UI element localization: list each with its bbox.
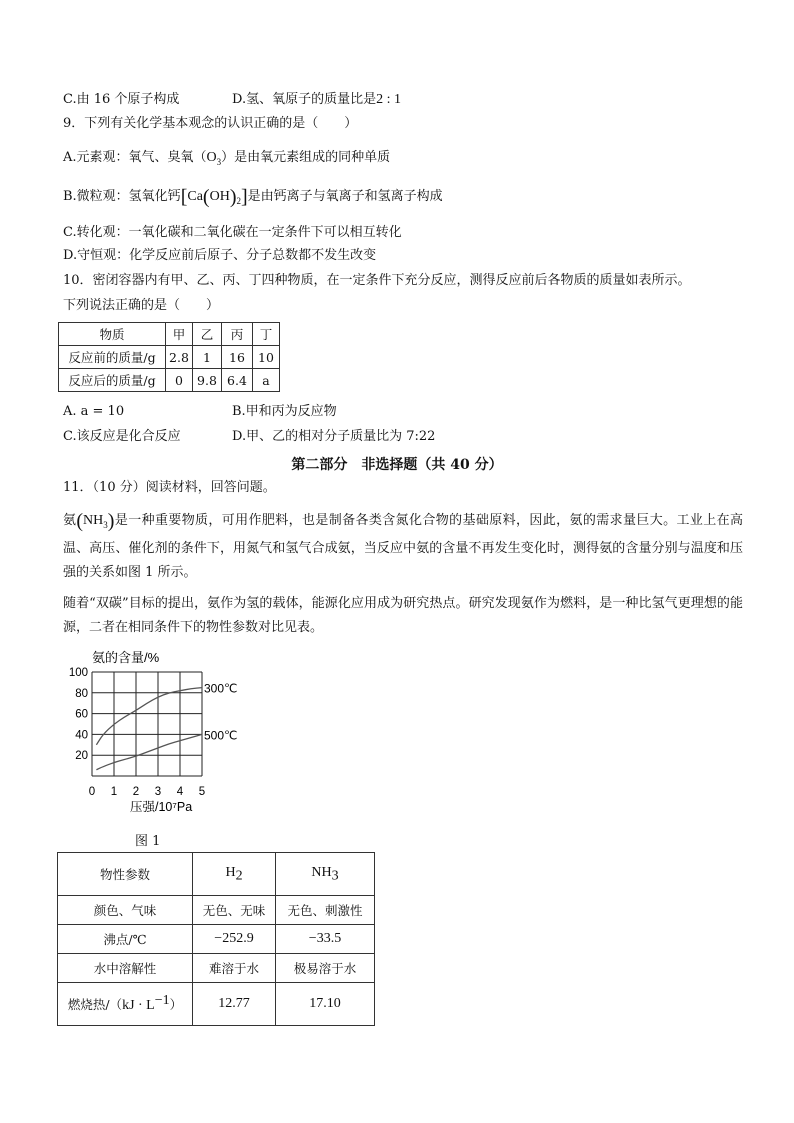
heat-label-unit: kJ · L bbox=[122, 998, 155, 1014]
table-header-cell bbox=[276, 853, 375, 896]
chart-series bbox=[96, 688, 202, 770]
ammonia-content-chart bbox=[60, 645, 260, 825]
table-row bbox=[58, 954, 375, 983]
q10-option-d: D.甲、乙的相对分子质量比为 7:22 bbox=[232, 429, 436, 444]
q11-paragraph-1 bbox=[63, 509, 743, 585]
heat-label-post: ） bbox=[169, 997, 183, 1013]
ozone-symbol: O bbox=[206, 150, 217, 165]
q11-stem: 11．（10 分）阅读材料，回答问题。 bbox=[63, 480, 276, 495]
calcium-hydroxide-formula: $[Ca(OH)_2]$ bbox=[180, 186, 248, 208]
chart-ticks bbox=[69, 667, 205, 798]
table-row bbox=[58, 925, 375, 954]
figure-1-caption: 图 1 bbox=[135, 834, 161, 849]
table-cell: 难溶于水 bbox=[193, 954, 276, 983]
table-cell: 17.10 bbox=[276, 983, 375, 1026]
property-table bbox=[57, 852, 375, 1026]
chart-grid bbox=[92, 672, 202, 776]
x-tick-label: 3 bbox=[154, 786, 162, 798]
table-cell: a bbox=[253, 369, 280, 392]
table-row bbox=[58, 983, 375, 1026]
series-line bbox=[96, 734, 202, 769]
q11-paragraph-2: 随着“双碳”目标的提出，氨作为氢的载体，能源化应用成为研究热点。研究发现氨作为燃料，是一种比氢气更理想的能源，二者在相同条件下的物性参数对比见表。 bbox=[63, 596, 743, 635]
table-cell: 6.4 bbox=[222, 369, 253, 392]
q10-option-a: A. a = 10 bbox=[63, 404, 125, 419]
mass-table bbox=[58, 322, 280, 392]
nh-symbol: NH bbox=[83, 513, 104, 528]
table-cell: −33.5 bbox=[276, 925, 375, 954]
q11-p1-post: 是一种重要物质，可用作肥料，也是制备各类含氮化合物的基础原料，因此，氨的需求量巨大。工业上在高温、高压、催化剂的条件下，用氮气和氢气合成氨，当反应中氨的含量不再发生变化时，测得氨的含量分别与温度和压强的关系如图 1 所示。 bbox=[63, 513, 743, 580]
table-cell: 1 bbox=[193, 346, 222, 369]
q9-stem: 9．下列有关化学基本观念的认识正确的是（ ） bbox=[63, 116, 358, 131]
table-cell: 反应后的质量/g bbox=[59, 369, 166, 392]
oh-symbol: OH bbox=[209, 189, 230, 204]
ca-symbol: Ca bbox=[187, 189, 203, 204]
q9-option-b-post: 是由钙离子与氧离子和氢离子构成 bbox=[247, 189, 443, 204]
table-cell: 无色、无味 bbox=[193, 896, 276, 925]
ozone-formula bbox=[207, 150, 222, 165]
q10-option-c: C.该反应是化合反应 bbox=[63, 429, 181, 444]
table-cell: 水中溶解性 bbox=[58, 954, 193, 983]
q8-option-d bbox=[232, 91, 401, 109]
nh3-symbol: NH bbox=[311, 864, 332, 880]
q11-p1-pre: 氨 bbox=[63, 513, 77, 528]
table-cell: 无色、刺激性 bbox=[276, 896, 375, 925]
table-cell: 2.8 bbox=[166, 346, 193, 369]
q9-option-a bbox=[63, 149, 390, 171]
table-cell: 16 bbox=[222, 346, 253, 369]
table-header-row bbox=[59, 323, 280, 346]
table-cell bbox=[58, 983, 193, 1026]
q8-option-d-text: D.氢、氧原子的质量比是 bbox=[232, 92, 377, 107]
q9-option-a-pre: A.元素观：氧气、臭氧（ bbox=[63, 150, 207, 165]
table-header-cell: 甲 bbox=[166, 323, 193, 346]
table-cell: −252.9 bbox=[193, 925, 276, 954]
table-header-cell: 乙 bbox=[193, 323, 222, 346]
q10-option-b: B.甲和丙为反应物 bbox=[232, 404, 337, 419]
ozone-subscript: 3 bbox=[216, 156, 222, 167]
table-header-cell: 丁 bbox=[253, 323, 280, 346]
table-cell: 10 bbox=[253, 346, 280, 369]
y-tick-label: 100 bbox=[68, 667, 88, 679]
series-label: 300℃ bbox=[204, 681, 238, 696]
y-tick-label: 60 bbox=[75, 708, 88, 721]
table-cell: 0 bbox=[166, 369, 193, 392]
table-header-cell: 物质 bbox=[59, 323, 166, 346]
table-cell: 9.8 bbox=[193, 369, 222, 392]
q10-stem-line1: 10．密闭容器内有甲、乙、丙、丁四种物质，在一定条件下充分反应，测得反应前后各物质的质量如表所示。 bbox=[63, 273, 691, 288]
nh3-subscript: 3 bbox=[331, 868, 339, 884]
table-row bbox=[59, 346, 280, 369]
x-tick-label: 1 bbox=[110, 786, 118, 798]
chart-x-label: 压强/10⁷Pa bbox=[130, 800, 193, 814]
table-cell: 12.77 bbox=[193, 983, 276, 1026]
q8-option-c: C.由 16 个原子构成 bbox=[63, 92, 180, 107]
chart-title: 氨的含量/% bbox=[92, 650, 160, 665]
q8-option-d-ratio: 2 : 1 bbox=[376, 92, 401, 107]
table-header-cell: 物性参数 bbox=[58, 853, 193, 896]
series-label: 500℃ bbox=[204, 728, 238, 743]
heat-label-sup: −1 bbox=[154, 993, 170, 1009]
table-cell: 沸点/℃ bbox=[58, 925, 193, 954]
q10-stem-line2: 下列说法正确的是（ ） bbox=[63, 298, 220, 313]
oh-subscript: 2 bbox=[236, 195, 241, 206]
q9-option-a-post: ）是由氧元素组成的同种单质 bbox=[221, 150, 391, 165]
heat-label-pre: 燃烧热/（ bbox=[67, 997, 123, 1013]
part2-heading: 第二部分 非选择题（共 40 分） bbox=[291, 457, 503, 473]
h2-symbol: H bbox=[225, 864, 236, 880]
q9-option-d: D.守恒观：化学反应前后原子、分子总数都不发生改变 bbox=[63, 248, 377, 263]
q9-option-c: C.转化观：一氧化碳和二氧化碳在一定条件下可以相互转化 bbox=[63, 225, 402, 240]
q9-option-b bbox=[63, 188, 443, 210]
x-tick-label: 2 bbox=[132, 786, 140, 798]
table-header-row bbox=[58, 853, 375, 896]
table-cell: 反应前的质量/g bbox=[59, 346, 166, 369]
y-tick-label: 20 bbox=[75, 750, 88, 763]
h2-subscript: 2 bbox=[235, 868, 243, 884]
table-row bbox=[59, 369, 280, 392]
x-tick-label: 5 bbox=[198, 786, 206, 798]
table-row bbox=[58, 896, 375, 925]
nh-subscript: 3 bbox=[103, 519, 108, 530]
table-cell: 极易溶于水 bbox=[276, 954, 375, 983]
ammonia-formula: $(NH_3)$ bbox=[76, 510, 115, 532]
table-header-cell: 丙 bbox=[222, 323, 253, 346]
chart-series-labels bbox=[204, 682, 238, 743]
q9-option-b-pre: B.微粒观：氢氧化钙 bbox=[63, 189, 181, 204]
x-tick-label: 0 bbox=[88, 786, 96, 798]
y-tick-label: 40 bbox=[75, 729, 88, 742]
table-cell: 颜色、气味 bbox=[58, 896, 193, 925]
table-header-cell bbox=[193, 853, 276, 896]
series-line bbox=[96, 688, 202, 745]
y-tick-label: 80 bbox=[75, 687, 88, 700]
x-tick-label: 4 bbox=[176, 786, 184, 798]
